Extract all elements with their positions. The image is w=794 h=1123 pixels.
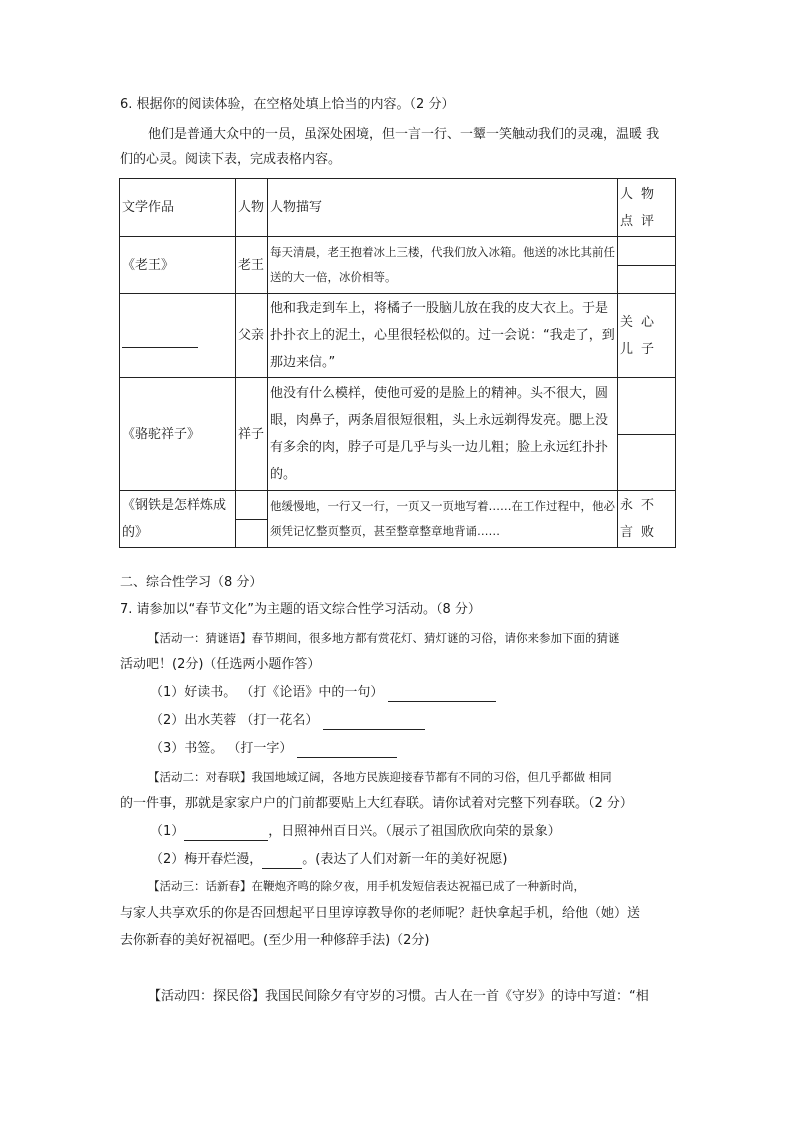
row-work: 《骆驼祥子》 [120,378,236,491]
header-person: 人物 [236,179,268,237]
activity1-text: 【活动一：猜谜语】春节期间，很多地方都有赏花灯、猜灯谜的习俗，请你来参加下面的猜谜 [148,631,620,645]
row-comment: 关心儿子 [618,294,676,378]
activity2-text-2: 的一件事，那就是家家户户的门前都要贴上大红春联。请你试着对完整下列春联。（2 分） [120,796,633,811]
q6-intro-2: 们的心灵。阅读下表，完成表格内容。 [120,152,342,167]
q6-title: 6. 根据你的阅读体验，在空格处填上恰当的内容。（2 分） [120,97,455,112]
row-person: 祥子 [236,378,268,491]
table-row [120,378,676,491]
header-work: 文学作品 [120,179,236,237]
activity3-text-2: 与家人共享欢乐的你是否回想起平日里谆谆教导你的老师呢？赶快拿起手机，给他（她）送 [120,906,641,921]
riddle-3: （3）书签。 （打一字） [150,740,397,758]
row-person: 父亲 [236,294,268,378]
q6-intro-1: 他们是普通大众中的一员，虽深处困境，但一言一行、一颦一笑触动我们的灵魂，温暖 我 [148,127,660,142]
row-comment-blank[interactable] [618,237,676,294]
table-row [120,294,676,378]
literature-table [119,178,676,548]
table-row [120,237,676,294]
row-desc: 他和我走到车上，将橘子一股脑儿放在我的皮大衣上。于是扑扑衣上的泥土，心里很轻松似的。过一会说：“我走了，到那边来信。” [268,294,618,378]
q7-title: 7. 请参加以“春节文化”为主题的语文综合性学习活动。（8 分） [120,602,481,617]
couplet-2: （2）梅开春烂漫， 。(表达了人们对新一年的美好祝愿) [150,852,508,867]
row-desc: 他缓慢地，一行又一行，一页又一页地写着……在工作过程中，他必须凭记忆整页整页，甚至整章整章地背诵…… [268,491,618,548]
header-comment: 人物点评 [618,179,676,237]
activity3-text-3: 去你新春的美好祝福吧。(至少用一种修辞手法)（2分) [120,933,430,948]
row-person: 老王 [236,237,268,294]
riddle-2: （2）出水芙蓉 （打一花名） [150,712,425,730]
answer-blank[interactable] [388,687,496,702]
table-header-row [120,179,676,237]
row-work: 《老王》 [120,237,236,294]
row-desc: 每天清晨，老王抱着冰上三楼，代我们放入冰箱。他送的冰比其前任送的大一倍，冰价相等。 [268,237,618,294]
row-person-blank[interactable] [236,491,268,548]
activity3-text: 【活动三：话新春】在鞭炮齐鸣的除夕夜，用手机发短信表达祝福已成了一种新时尚， [148,879,585,893]
activity4-text: 【活动四：探民俗】我国民间除夕有守岁的习惯。古人在一首《守岁》的诗中写道：“相 [148,989,649,1004]
row-work: 《钢铁是怎样炼成的》 [120,491,236,548]
activity1-text-2: 活动吧！(2分)（任选两小题作答） [120,657,321,672]
answer-blank[interactable] [262,854,302,869]
table-row [120,491,676,548]
header-desc: 人物描写 [268,179,618,237]
answer-blank[interactable] [122,333,198,348]
activity2-text: 【活动二：对春联】我国地域辽阔，各地方民族迎接春节都有不同的习俗，但几乎都做 相同 [148,770,612,784]
row-work-blank[interactable] [120,294,236,378]
answer-blank[interactable] [297,743,397,758]
row-desc: 他没有什么模样，使他可爱的是脸上的精神。头不很大，圆眼，肉鼻子，两条眉很短很粗，头上永远剃得发亮。腮上没有多余的肉，脖子可是几乎与头一边儿粗；脸上永远红扑扑的。 [268,378,618,491]
row-comment: 永不言败 [618,491,676,548]
answer-blank[interactable] [184,826,268,841]
riddle-1: （1）好读书。 （打《论语》中的一句） [150,684,496,702]
couplet-1: （1） ，日照神州百日兴。（展示了祖国欣欣向荣的景象） [150,824,561,839]
answer-blank[interactable] [323,715,425,730]
row-comment-blank[interactable] [618,378,676,491]
section2-heading: 二、综合性学习（8 分） [120,575,263,590]
